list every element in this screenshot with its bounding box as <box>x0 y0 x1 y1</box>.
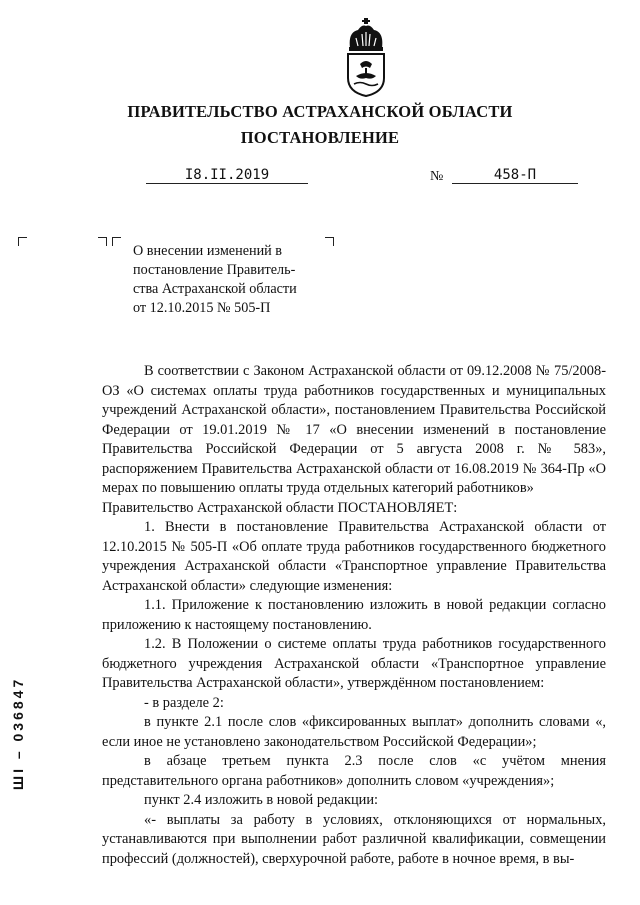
section-2-heading: - в разделе 2: <box>144 694 224 711</box>
subject-line: ства Астраханской области <box>133 281 297 297</box>
organization-name: ПРАВИТЕЛЬСТВО АСТРАХАНСКОЙ ОБЛАСТИ <box>127 102 513 121</box>
subject-line: О внесении изменений в <box>133 243 283 259</box>
clause-1: 1. Внести в постановление Правительства Астраханской области от 12.10.2015 № 505-П «Об оплате труда работников государственного бюджетного учреждения Астраханской области «Транспортное управление Правительства Астраханской области» следующие изменения: <box>102 519 606 594</box>
resolution-statement: Правительство Астраханской области ПОСТАНОВЛЯЕТ: <box>102 499 458 516</box>
corner-mark-mid-right <box>98 237 107 246</box>
document-type-title: ПОСТАНОВЛЕНИЕ <box>240 128 400 147</box>
subject-line: от 12.10.2015 № 505-П <box>133 300 271 316</box>
document-subject <box>133 242 323 318</box>
clause-1-2: 1.2. В Положении о системе оплаты труда работников государственного бюджетного учреждения Астраханской области «Транспортное управление Правительства Астраханской области», утверждённом постановлением: <box>102 636 606 691</box>
number-sign: № <box>430 169 444 184</box>
corner-mark-subject-left <box>112 237 121 246</box>
document-body <box>102 362 606 869</box>
preamble-paragraph: В соответствии с Законом Астраханской области от 09.12.2008 № 75/2008-ОЗ «О системах оплаты труда работников государственных и муниципальных учреждений Астраханской области», постановлением Правительства Российской Федерации от 19.01.2019 № 17 «О внесении изменений в постановление Правительства Российской Федерации от 5 августа 2008 г. № 583», распоряжением Правительства Астраханской области от 16.08.2019 № 364-Пр «О мерах по повышению оплаты труда отдельных категорий работников» <box>102 363 606 496</box>
corner-mark-subject-right <box>325 237 334 246</box>
point-2-4-text: «- выплаты за работу в условиях, отклоняющихся от нормальных, устанавливаются при выполнении работ различной квалификации, совмещении профессий (должностей), сверхурочной работе, работе в ночное время, в вы- <box>102 811 606 867</box>
coat-of-arms-emblem <box>342 18 390 98</box>
point-2-4-heading: пункт 2.4 изложить в новой редакции: <box>144 792 379 808</box>
clause-1-1: 1.1. Приложение к постановлению изложить в новой редакции согласно приложению к настоящему постановлению. <box>102 597 606 633</box>
document-number: 458-П <box>452 167 578 184</box>
point-2-3-change: в абзаце третьем пункта 2.3 после слов «с учётом мнения представительного органа работников» дополнить словом «учреждения»; <box>102 753 606 789</box>
corner-mark-left <box>18 237 27 246</box>
crown-icon <box>349 18 383 51</box>
document-date: I8.II.2019 <box>146 167 308 184</box>
shield-icon <box>348 54 384 96</box>
point-2-1-change: в пункте 2.1 после слов «фиксированных выплат» дополнить словами «, если иное не установлено законодательством Российской Федерации»; <box>102 714 606 750</box>
side-serial-code: ШI – 036847 <box>10 676 26 790</box>
subject-line: постановление Правитель- <box>133 262 296 278</box>
